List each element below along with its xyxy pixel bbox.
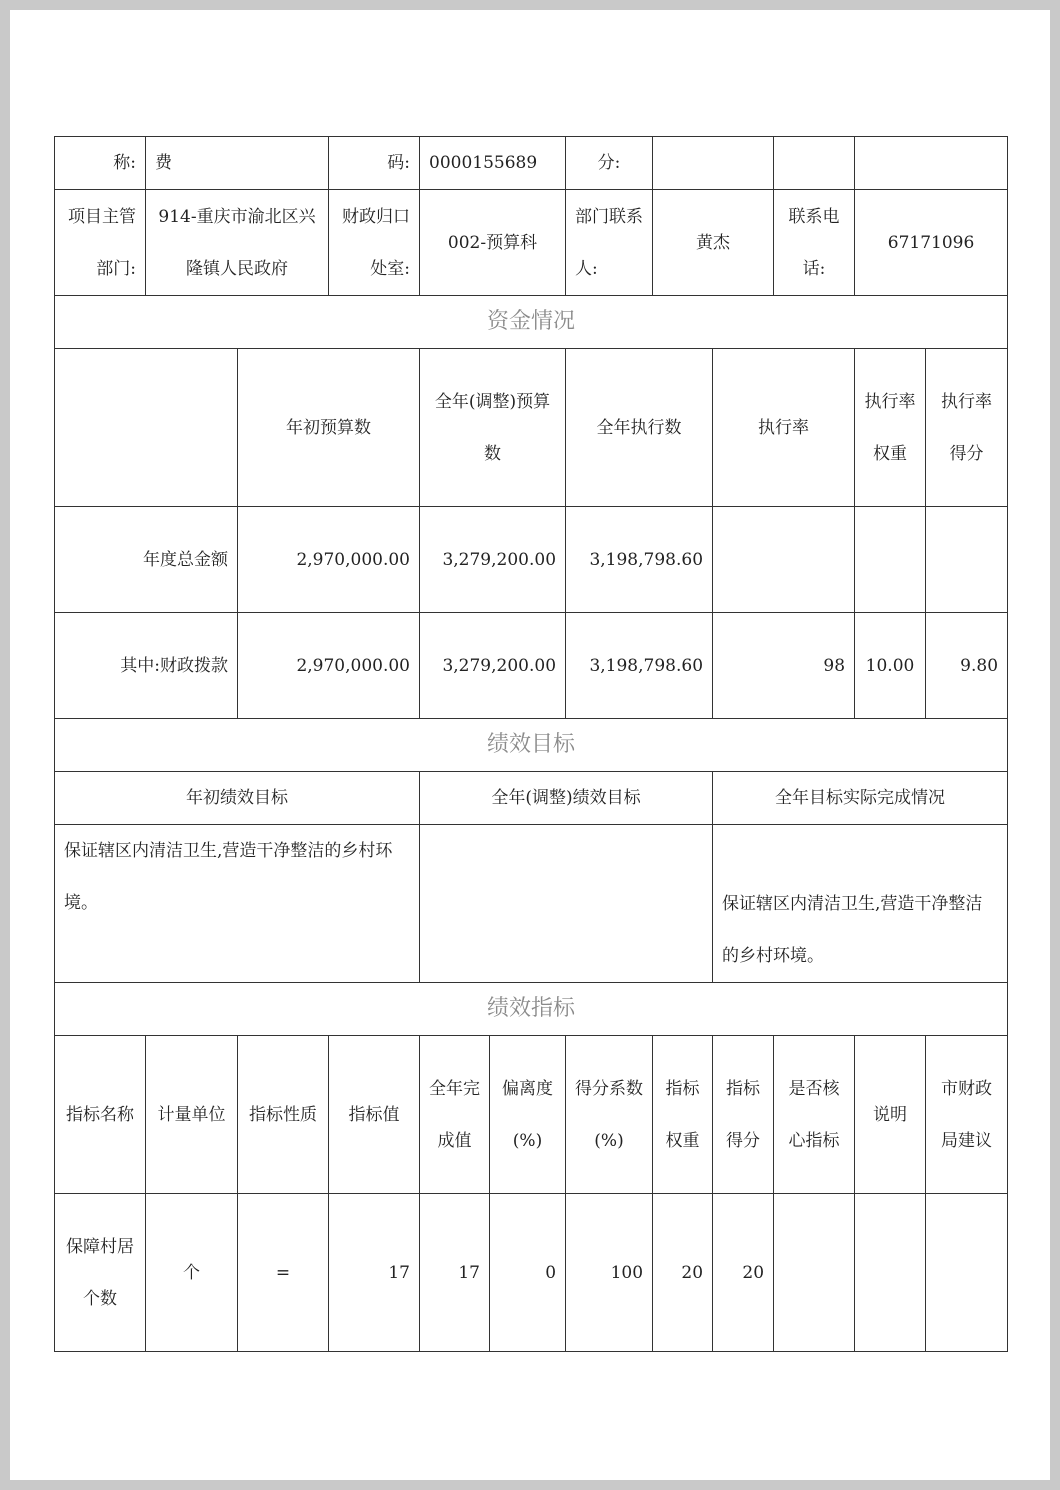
- funding-row: [55, 507, 1008, 613]
- indicator-target: 17: [329, 1194, 420, 1352]
- indicator-nature: =: [238, 1194, 329, 1352]
- header-row-2: [55, 190, 1008, 296]
- col-coefficient: 得分系数(%): [566, 1036, 653, 1194]
- table-row: [55, 1194, 1008, 1352]
- indicators-section-row: [55, 983, 1008, 1036]
- name-label: 称:: [55, 137, 146, 190]
- goals-content-row: [55, 825, 1008, 983]
- col-actual: 全年完成值: [420, 1036, 490, 1194]
- finance-label: 财政归口处室:: [329, 190, 420, 296]
- document-page: [10, 10, 1050, 1480]
- funding-adjusted: 3,279,200.00: [420, 507, 566, 613]
- blank-cell: [55, 349, 238, 507]
- indicators-section-title: 绩效指标: [55, 983, 1008, 1036]
- funding-row-label: 其中:财政拨款: [55, 613, 238, 719]
- name-value: 费: [146, 137, 329, 190]
- funding-header-row: [55, 349, 1008, 507]
- col-score: 指标得分: [713, 1036, 774, 1194]
- blank-cell: [855, 137, 1008, 190]
- col-execution-rate: 执行率: [713, 349, 855, 507]
- dept-label: 项目主管部门:: [55, 190, 146, 296]
- indicator-weight: 20: [653, 1194, 713, 1352]
- funding-score: 9.80: [926, 613, 1008, 719]
- indicator-is-core: [774, 1194, 855, 1352]
- score-value: [653, 137, 774, 190]
- finance-value: 002-预算科: [420, 190, 566, 296]
- indicator-actual: 17: [420, 1194, 490, 1352]
- funding-section-row: [55, 296, 1008, 349]
- initial-goal-text: 保证辖区内清洁卫生,营造干净整洁的乡村环境。: [55, 825, 420, 983]
- indicator-deviation: 0: [490, 1194, 566, 1352]
- indicator-unit: 个: [146, 1194, 238, 1352]
- indicator-coefficient: 100: [566, 1194, 653, 1352]
- col-target: 指标值: [329, 1036, 420, 1194]
- col-weight: 指标权重: [653, 1036, 713, 1194]
- col-is-core: 是否核心指标: [774, 1036, 855, 1194]
- score-label: 分:: [566, 137, 653, 190]
- funding-executed: 3,198,798.60: [566, 613, 713, 719]
- col-initial-budget: 年初预算数: [238, 349, 420, 507]
- indicator-note: [855, 1194, 926, 1352]
- code-value: 0000155689: [420, 137, 566, 190]
- col-note: 说明: [855, 1036, 926, 1194]
- indicator-name: 保障村居个数: [55, 1194, 146, 1352]
- header-row-1: [55, 137, 1008, 190]
- funding-score: [926, 507, 1008, 613]
- funding-rate: [713, 507, 855, 613]
- contact-value: 黄杰: [653, 190, 774, 296]
- phone-label: 联系电话:: [774, 190, 855, 296]
- goals-section-row: [55, 719, 1008, 772]
- col-adjusted-budget: 全年(调整)预算数: [420, 349, 566, 507]
- funding-weight: [855, 507, 926, 613]
- col-executed: 全年执行数: [566, 349, 713, 507]
- col-initial-goal: 年初绩效目标: [55, 772, 420, 825]
- funding-initial: 2,970,000.00: [238, 507, 420, 613]
- funding-initial: 2,970,000.00: [238, 613, 420, 719]
- col-deviation: 偏离度(%): [490, 1036, 566, 1194]
- col-unit: 计量单位: [146, 1036, 238, 1194]
- indicator-score: 20: [713, 1194, 774, 1352]
- col-suggestion: 市财政局建议: [926, 1036, 1008, 1194]
- funding-row: [55, 613, 1008, 719]
- adjusted-goal-text: [420, 825, 713, 983]
- funding-weight: 10.00: [855, 613, 926, 719]
- col-adjusted-goal: 全年(调整)绩效目标: [420, 772, 713, 825]
- col-indicator-name: 指标名称: [55, 1036, 146, 1194]
- blank-cell: [774, 137, 855, 190]
- indicator-suggestion: [926, 1194, 1008, 1352]
- code-label: 码:: [329, 137, 420, 190]
- indicators-header-row: [55, 1036, 1008, 1194]
- col-rate-weight: 执行率权重: [855, 349, 926, 507]
- dept-value: 914-重庆市渝北区兴隆镇人民政府: [146, 190, 329, 296]
- funding-executed: 3,198,798.60: [566, 507, 713, 613]
- funding-adjusted: 3,279,200.00: [420, 613, 566, 719]
- phone-value: 67171096: [855, 190, 1008, 296]
- goals-section-title: 绩效目标: [55, 719, 1008, 772]
- col-actual-completion: 全年目标实际完成情况: [713, 772, 1008, 825]
- funding-rate: 98: [713, 613, 855, 719]
- funding-row-label: 年度总金额: [55, 507, 238, 613]
- funding-section-title: 资金情况: [55, 296, 1008, 349]
- performance-evaluation-table: [54, 136, 1008, 1352]
- actual-completion-text: 保证辖区内清洁卫生,营造干净整洁的乡村环境。: [713, 825, 1008, 983]
- contact-label: 部门联系人:: [566, 190, 653, 296]
- col-rate-score: 执行率得分: [926, 349, 1008, 507]
- goals-header-row: [55, 772, 1008, 825]
- col-nature: 指标性质: [238, 1036, 329, 1194]
